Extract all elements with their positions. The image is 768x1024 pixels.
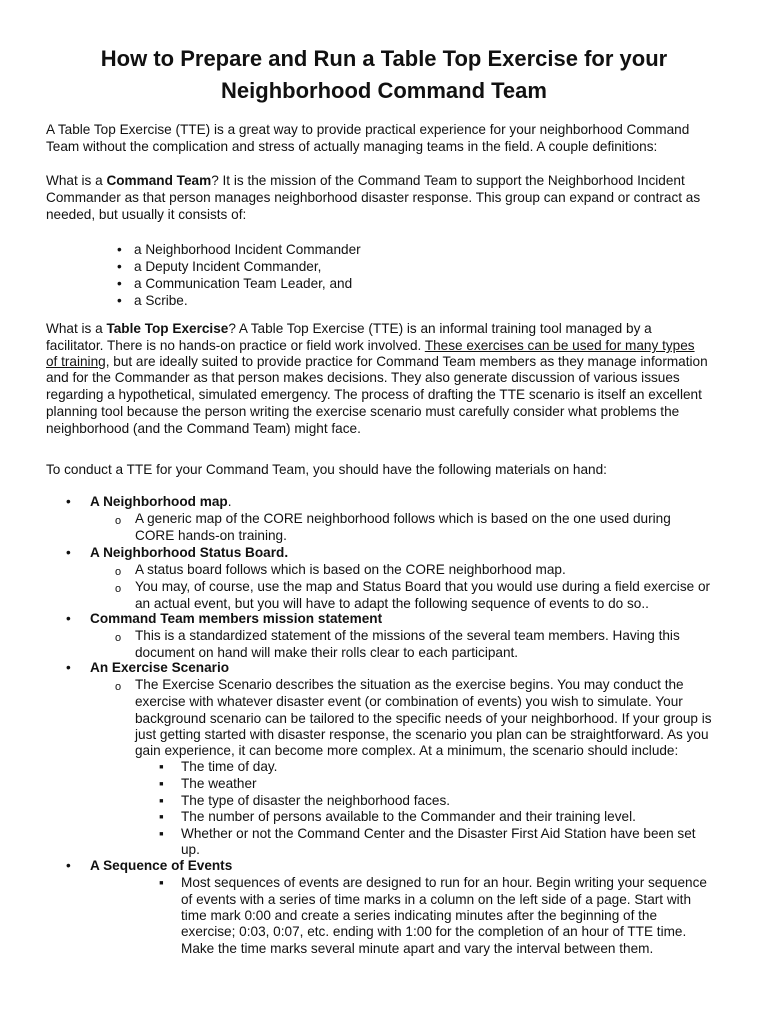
intro-line-2: Team without the complication and stress of actually managing teams in the field. A couple definitions: bbox=[46, 139, 658, 154]
tte-definition bbox=[46, 320, 652, 337]
item-sequence-of-events: A Sequence of Events bbox=[90, 858, 233, 873]
scenario-point-cont: up. bbox=[181, 842, 200, 857]
tte-line-6: planning tool because the person writing the exercise scenario must carefully consider what problems the bbox=[46, 404, 680, 419]
bullet-icon bbox=[117, 275, 122, 292]
bullet-icon bbox=[66, 659, 71, 676]
tte-rest: ? A Table Top Exercise (TTE) is an informal training tool managed by a bbox=[228, 321, 652, 336]
item-exercise-scenario: An Exercise Scenario bbox=[90, 660, 230, 675]
sub-item-cont: just getting started with disaster response, the scenario you plan can be straightforward. As you bbox=[135, 727, 709, 742]
tte-line-2-underlined: These exercises can be used for many types bbox=[424, 338, 695, 353]
ct-rest: ? It is the mission of the Command Team to support the Neighborhood Incident bbox=[211, 173, 685, 188]
tte-line-4: and for the Commander as that person makes decisions. They also generate discussion of various issues bbox=[46, 370, 680, 385]
command-team-term: Command Team bbox=[106, 173, 212, 188]
sub-item: You may, of course, use the map and Status Board that you would use during a field exercise or bbox=[135, 579, 711, 594]
list-item: a Deputy Incident Commander, bbox=[134, 259, 322, 274]
materials-intro: To conduct a TTE for your Command Team, you should have the following materials on hand: bbox=[46, 462, 607, 477]
sub-item-cont: exercise with whatever disaster event (or combination of events) you wish to simulate. Your bbox=[135, 694, 683, 709]
square-bullet-icon bbox=[159, 825, 164, 842]
sequence-text: Most sequences of events are designed to run for an hour. Begin writing your sequence bbox=[181, 875, 707, 890]
ct-line-2: Commander as that person manages neighborhood disaster response. This group can expand or contract as bbox=[46, 190, 701, 205]
square-bullet-icon bbox=[159, 874, 164, 891]
circle-bullet-icon bbox=[115, 579, 121, 598]
scenario-point: The number of persons available to the Commander and their training level. bbox=[181, 809, 636, 824]
square-bullet-icon bbox=[159, 792, 164, 809]
item-status-board: A Neighborhood Status Board. bbox=[90, 545, 289, 560]
scenario-point: Whether or not the Command Center and the Disaster First Aid Station have been set bbox=[181, 826, 696, 841]
list-item: a Scribe. bbox=[134, 293, 188, 308]
scenario-point: The weather bbox=[181, 776, 257, 791]
tte-line-2 bbox=[46, 337, 695, 354]
title-line-1: How to Prepare and Run a Table Top Exercise for your bbox=[100, 46, 668, 71]
item-mission-statement: Command Team members mission statement bbox=[90, 611, 383, 626]
bullet-icon bbox=[66, 493, 71, 510]
bullet-icon bbox=[117, 258, 122, 275]
sub-item: A generic map of the CORE neighborhood follows which is based on the one used during bbox=[135, 511, 671, 526]
sequence-text-cont: time mark 0:00 and create a series indicating minutes after the beginning of the bbox=[181, 908, 658, 923]
circle-bullet-icon bbox=[115, 628, 121, 647]
bullet-icon bbox=[66, 857, 71, 874]
sub-item: The Exercise Scenario describes the situation as the exercise begins. You may conduct the bbox=[135, 677, 684, 692]
scenario-point: The type of disaster the neighborhood faces. bbox=[181, 793, 451, 808]
circle-bullet-icon bbox=[115, 677, 121, 696]
tte-line-2-plain: facilitator. There is no hands-on practice or field work involved. bbox=[46, 338, 425, 353]
sequence-text-cont: exercise; 0:03, 0:07, etc. ending with 1:00 for the completion of an hour of TTE time. bbox=[181, 924, 687, 939]
bullet-icon bbox=[117, 241, 122, 258]
ct-line-3: needed, but usually it consists of: bbox=[46, 207, 247, 222]
list-item: a Communication Team Leader, and bbox=[134, 276, 353, 291]
sub-item: This is a standardized statement of the missions of the several team members. Having this bbox=[135, 628, 680, 643]
bullet-icon bbox=[117, 292, 122, 309]
square-bullet-icon bbox=[159, 775, 164, 792]
tte-line-7: neighborhood (and the Command Team) might face. bbox=[46, 421, 361, 436]
sequence-text-cont: of events with a series of time marks in a column on the left side of a page. Start with bbox=[181, 892, 692, 907]
sub-item-cont: gain experience, it can become more complex. At a minimum, the scenario should include: bbox=[135, 743, 679, 758]
intro-line-1: A Table Top Exercise (TTE) is a great way to provide practical experience for your neighborhood Command bbox=[46, 122, 690, 137]
bullet-icon bbox=[66, 544, 71, 561]
circle-bullet-icon bbox=[115, 511, 121, 530]
scenario-point: The time of day. bbox=[181, 759, 278, 774]
tte-line-3 bbox=[46, 353, 708, 370]
item-map bbox=[90, 493, 231, 510]
sub-item-cont: an actual event, but you will have to adapt the following sequence of events to do so.. bbox=[135, 596, 649, 611]
list-item: a Neighborhood Incident Commander bbox=[134, 242, 361, 257]
title-line-2: Neighborhood Command Team bbox=[221, 78, 547, 103]
sequence-text-cont: Make the time marks several minute apart and vary the interval between them. bbox=[181, 941, 654, 956]
command-team-definition bbox=[46, 172, 685, 189]
tte-line-5: regarding a hypothetical, simulated emergency. The process of drafting the TTE scenario is itself an excellent bbox=[46, 387, 702, 402]
sub-item: A status board follows which is based on the CORE neighborhood map. bbox=[135, 562, 566, 577]
bullet-icon bbox=[66, 610, 71, 627]
ct-prefix: What is a bbox=[46, 173, 107, 188]
sub-item-cont: document on hand will make their rolls clear to each participant. bbox=[135, 645, 519, 660]
sub-item-cont: background scenario can be tailored to the specific needs of your neighborhood. If your group is bbox=[135, 711, 712, 726]
square-bullet-icon bbox=[159, 808, 164, 825]
tte-line-3-rest: , but are ideally suited to provide practice for Command Team members as they manage information bbox=[105, 354, 708, 369]
tte-term: Table Top Exercise bbox=[106, 321, 229, 336]
sub-item-cont: CORE hands-on training. bbox=[135, 528, 287, 543]
item-map-dot: . bbox=[227, 494, 232, 509]
tte-line-3-underlined: of training bbox=[46, 354, 106, 369]
item-map-title: A Neighborhood map bbox=[90, 494, 228, 509]
square-bullet-icon bbox=[159, 758, 164, 775]
tte-prefix: What is a bbox=[46, 321, 107, 336]
